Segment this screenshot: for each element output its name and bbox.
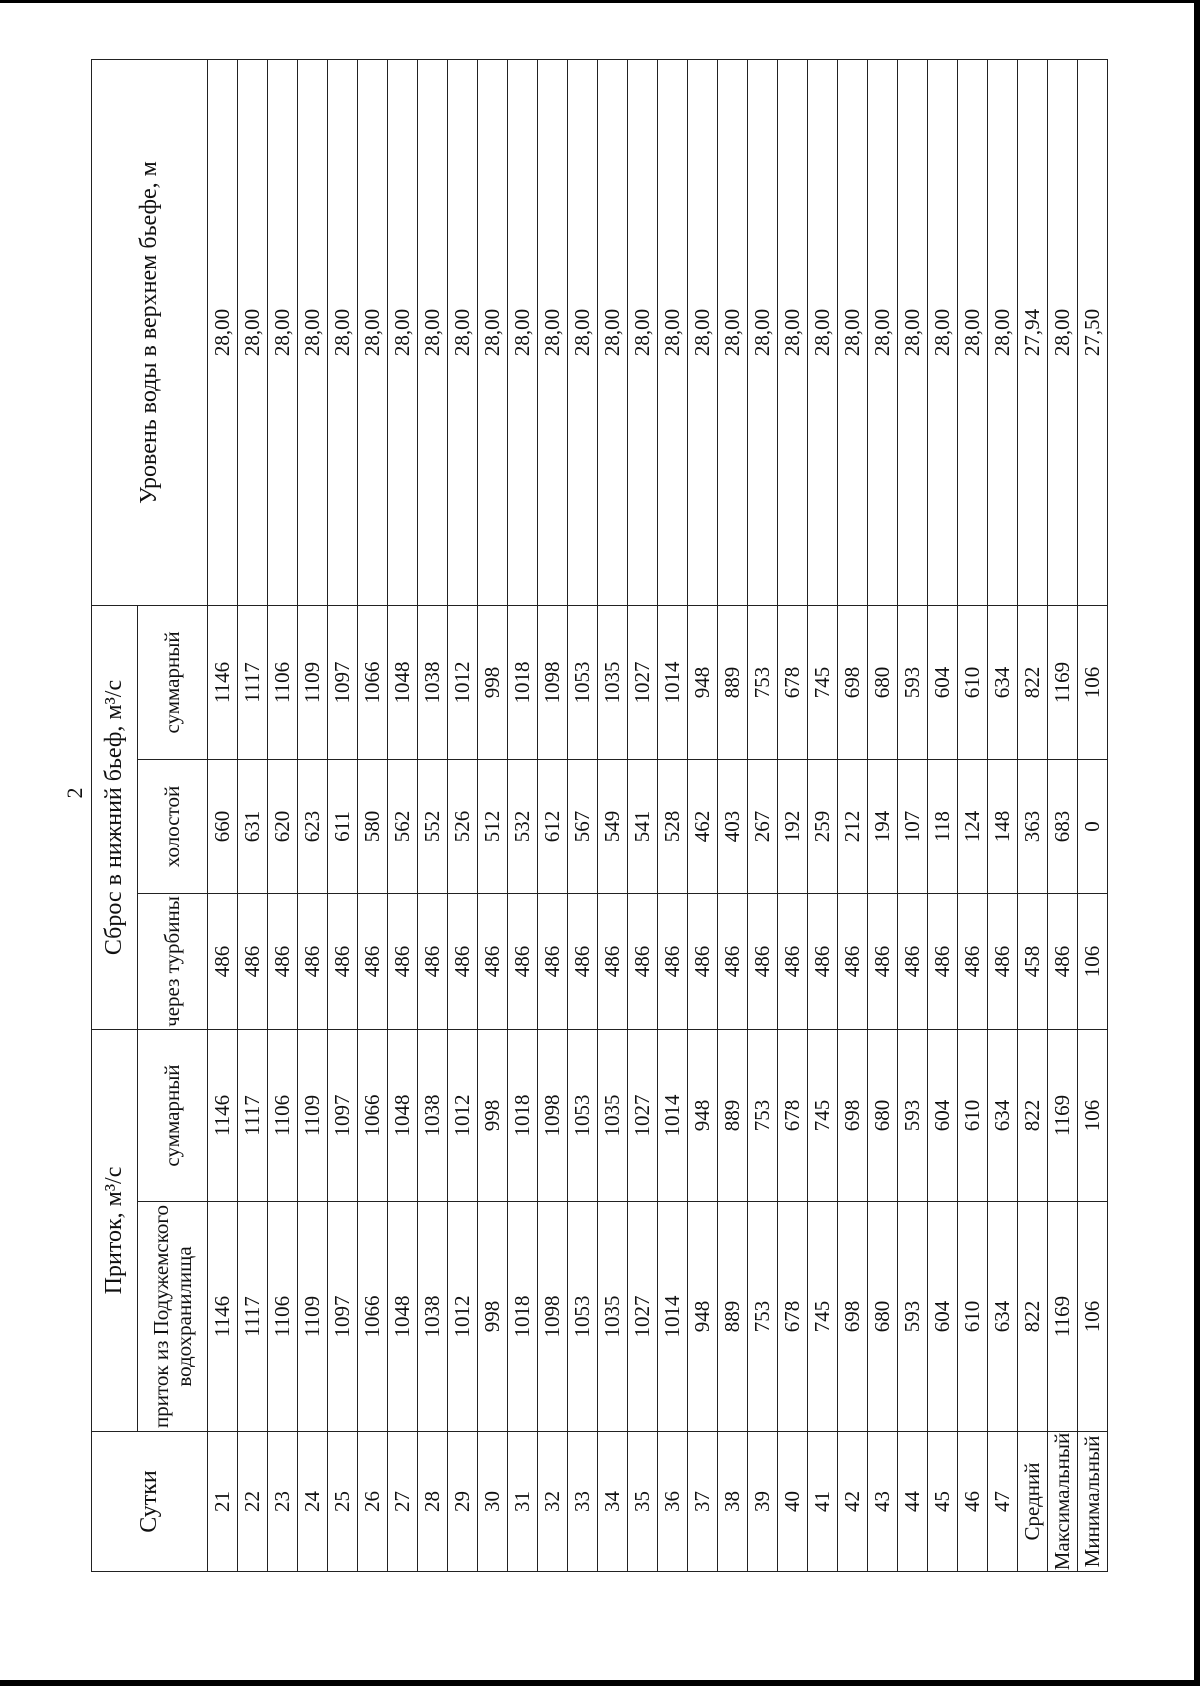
cell-idle: 612: [538, 760, 568, 894]
cell-idle: 363: [1018, 760, 1048, 894]
cell-discharge-total: 745: [808, 605, 838, 759]
cell-inflow-total: 998: [478, 1030, 508, 1202]
cell-turbines: 486: [208, 894, 238, 1030]
cell-inflow-total: 948: [688, 1030, 718, 1202]
cell-discharge-total: 1169: [1048, 605, 1078, 759]
cell-discharge-total: 1117: [238, 605, 268, 759]
cell-inflow-total: 1014: [658, 1030, 688, 1202]
cell-idle: 611: [328, 760, 358, 894]
cell-day: 45: [928, 1432, 958, 1572]
cell-discharge-total: 1053: [568, 605, 598, 759]
cell-discharge-total: 680: [868, 605, 898, 759]
cell-inflow-total: 1146: [208, 1030, 238, 1202]
cell-idle: 512: [478, 760, 508, 894]
cell-turbines: 486: [1048, 894, 1078, 1030]
cell-discharge-total: 604: [928, 605, 958, 759]
scan-edge-bottom: [0, 1680, 1200, 1686]
cell-discharge-total: 678: [778, 605, 808, 759]
cell-inflow: 1117: [238, 1202, 268, 1432]
cell-level: 28,00: [838, 59, 868, 605]
cell-turbines: 458: [1018, 894, 1048, 1030]
cell-day: 26: [358, 1432, 388, 1572]
cell-inflow-total: 889: [718, 1030, 748, 1202]
cell-level: 28,00: [538, 59, 568, 605]
cell-turbines: 486: [988, 894, 1018, 1030]
cell-discharge-total: 1048: [388, 605, 418, 759]
cell-discharge-total: 753: [748, 605, 778, 759]
cell-level: 28,00: [778, 59, 808, 605]
cell-level: 28,00: [868, 59, 898, 605]
table-row: [358, 59, 388, 1571]
cell-inflow-total: 745: [808, 1030, 838, 1202]
cell-idle: 623: [298, 760, 328, 894]
cell-inflow-total: 822: [1018, 1030, 1048, 1202]
cell-discharge-total: 1012: [448, 605, 478, 759]
cell-level: 28,00: [508, 59, 538, 605]
cell-discharge-total: 698: [838, 605, 868, 759]
cell-day: Минимальный: [1078, 1432, 1108, 1572]
table-row: [1078, 59, 1108, 1571]
cell-turbines: 486: [688, 894, 718, 1030]
cell-inflow: 1048: [388, 1202, 418, 1432]
cell-idle: 148: [988, 760, 1018, 894]
header-inflow-total: суммарный: [138, 1030, 208, 1202]
cell-level: 28,00: [928, 59, 958, 605]
cell-inflow-total: 604: [928, 1030, 958, 1202]
cell-level: 28,00: [688, 59, 718, 605]
cell-discharge-total: 634: [988, 605, 1018, 759]
cell-level: 28,00: [628, 59, 658, 605]
cell-inflow: 1018: [508, 1202, 538, 1432]
table-row: [838, 59, 868, 1571]
cell-turbines: 486: [478, 894, 508, 1030]
cell-inflow: 1169: [1048, 1202, 1078, 1432]
cell-turbines: 486: [838, 894, 868, 1030]
cell-inflow-total: 753: [748, 1030, 778, 1202]
cell-level: 28,00: [238, 59, 268, 605]
cell-discharge-total: 998: [478, 605, 508, 759]
table-row: [208, 59, 238, 1571]
rotated-table-wrapper: [91, 60, 1105, 1572]
flow-table: [91, 59, 1108, 1572]
table-row: [628, 59, 658, 1571]
table-row: [748, 59, 778, 1571]
cell-inflow: 1038: [418, 1202, 448, 1432]
cell-inflow-total: 1098: [538, 1030, 568, 1202]
cell-idle: 403: [718, 760, 748, 894]
table-row: [868, 59, 898, 1571]
cell-inflow: 1035: [598, 1202, 628, 1432]
cell-turbines: 486: [568, 894, 598, 1030]
table-row: [328, 59, 358, 1571]
cell-inflow-total: 1169: [1048, 1030, 1078, 1202]
cell-day: 30: [478, 1432, 508, 1572]
cell-inflow: 1014: [658, 1202, 688, 1432]
scan-edge-right: [1194, 0, 1200, 1686]
cell-inflow-total: 678: [778, 1030, 808, 1202]
cell-turbines: 486: [928, 894, 958, 1030]
cell-idle: 526: [448, 760, 478, 894]
table-row: [988, 59, 1018, 1571]
header-idle: холостой: [138, 760, 208, 894]
cell-inflow-total: 1117: [238, 1030, 268, 1202]
cell-idle: 118: [928, 760, 958, 894]
cell-inflow-total: 1109: [298, 1030, 328, 1202]
cell-inflow-total: 1035: [598, 1030, 628, 1202]
cell-level: 28,00: [418, 59, 448, 605]
cell-inflow: 1106: [268, 1202, 298, 1432]
cell-level: 28,00: [388, 59, 418, 605]
cell-inflow: 998: [478, 1202, 508, 1432]
cell-turbines: 486: [958, 894, 988, 1030]
cell-idle: 549: [598, 760, 628, 894]
cell-day: 35: [628, 1432, 658, 1572]
cell-level: 28,00: [598, 59, 628, 605]
cell-discharge-total: 889: [718, 605, 748, 759]
cell-inflow: 106: [1078, 1202, 1108, 1432]
cell-day: 47: [988, 1432, 1018, 1572]
cell-discharge-total: 822: [1018, 605, 1048, 759]
cell-day: 27: [388, 1432, 418, 1572]
cell-discharge-total: 1027: [628, 605, 658, 759]
cell-level: 28,00: [718, 59, 748, 605]
cell-turbines: 486: [388, 894, 418, 1030]
cell-turbines: 486: [718, 894, 748, 1030]
cell-level: 28,00: [808, 59, 838, 605]
cell-idle: 631: [238, 760, 268, 894]
cell-day: 44: [898, 1432, 928, 1572]
cell-inflow: 1097: [328, 1202, 358, 1432]
cell-turbines: 486: [508, 894, 538, 1030]
cell-level: 28,00: [1048, 59, 1078, 605]
cell-idle: 683: [1048, 760, 1078, 894]
header-discharge-group: Сброс в нижний бьеф, м³/с: [92, 605, 138, 1029]
header-discharge-total: суммарный: [138, 605, 208, 759]
cell-day: Средний: [1018, 1432, 1048, 1572]
cell-day: 21: [208, 1432, 238, 1572]
cell-turbines: 486: [868, 894, 898, 1030]
cell-discharge-total: 1146: [208, 605, 238, 759]
cell-inflow: 1066: [358, 1202, 388, 1432]
table-row: [1048, 59, 1078, 1571]
table-row: [538, 59, 568, 1571]
cell-idle: 528: [658, 760, 688, 894]
cell-discharge-total: 1106: [268, 605, 298, 759]
cell-idle: 580: [358, 760, 388, 894]
table-row: [958, 59, 988, 1571]
table-row: [598, 59, 628, 1571]
cell-level: 28,00: [958, 59, 988, 605]
cell-discharge-total: 593: [898, 605, 928, 759]
cell-idle: 552: [418, 760, 448, 894]
cell-inflow: 948: [688, 1202, 718, 1432]
cell-day: 33: [568, 1432, 598, 1572]
cell-day: 22: [238, 1432, 268, 1572]
cell-day: 25: [328, 1432, 358, 1572]
cell-inflow: 680: [868, 1202, 898, 1432]
cell-inflow: 822: [1018, 1202, 1048, 1432]
cell-day: 43: [868, 1432, 898, 1572]
cell-idle: 562: [388, 760, 418, 894]
cell-turbines: 486: [268, 894, 298, 1030]
cell-day: 37: [688, 1432, 718, 1572]
cell-day: Максимальный: [1048, 1432, 1078, 1572]
table-row: [658, 59, 688, 1571]
cell-level: 28,00: [208, 59, 238, 605]
cell-idle: 192: [778, 760, 808, 894]
cell-idle: 259: [808, 760, 838, 894]
cell-inflow: 1146: [208, 1202, 238, 1432]
cell-inflow: 1109: [298, 1202, 328, 1432]
cell-turbines: 486: [808, 894, 838, 1030]
cell-discharge-total: 1097: [328, 605, 358, 759]
cell-day: 38: [718, 1432, 748, 1572]
page-number: 2: [62, 787, 87, 799]
table-body: [208, 59, 1108, 1571]
table-row: [688, 59, 718, 1571]
cell-idle: 124: [958, 760, 988, 894]
table-row: [268, 59, 298, 1571]
cell-level: 28,00: [988, 59, 1018, 605]
cell-inflow: 745: [808, 1202, 838, 1432]
cell-inflow: 1098: [538, 1202, 568, 1432]
cell-discharge-total: 948: [688, 605, 718, 759]
table-row: [298, 59, 328, 1571]
cell-turbines: 486: [238, 894, 268, 1030]
cell-level: 28,00: [658, 59, 688, 605]
cell-inflow: 678: [778, 1202, 808, 1432]
cell-idle: 532: [508, 760, 538, 894]
cell-turbines: 106: [1078, 894, 1108, 1030]
cell-turbines: 486: [328, 894, 358, 1030]
cell-inflow: 1053: [568, 1202, 598, 1432]
table-row: [808, 59, 838, 1571]
table-row: [778, 59, 808, 1571]
cell-inflow-total: 680: [868, 1030, 898, 1202]
header-inflow-podu: приток из Подужемского водохранилища: [138, 1202, 208, 1432]
cell-inflow: 889: [718, 1202, 748, 1432]
cell-idle: 0: [1078, 760, 1108, 894]
cell-idle: 567: [568, 760, 598, 894]
cell-level: 28,00: [898, 59, 928, 605]
table-row: [388, 59, 418, 1571]
cell-level: 28,00: [328, 59, 358, 605]
cell-day: 23: [268, 1432, 298, 1572]
cell-day: 46: [958, 1432, 988, 1572]
cell-turbines: 486: [598, 894, 628, 1030]
cell-level: 28,00: [748, 59, 778, 605]
scan-edge-top: [0, 0, 1200, 3]
cell-day: 41: [808, 1432, 838, 1572]
table-row: [1018, 59, 1048, 1571]
cell-turbines: 486: [748, 894, 778, 1030]
cell-inflow-total: 593: [898, 1030, 928, 1202]
cell-discharge-total: 1066: [358, 605, 388, 759]
table-row: [238, 59, 268, 1571]
cell-turbines: 486: [898, 894, 928, 1030]
cell-inflow-total: 1048: [388, 1030, 418, 1202]
table-row: [418, 59, 448, 1571]
cell-inflow-total: 1038: [418, 1030, 448, 1202]
cell-level: 28,00: [568, 59, 598, 605]
cell-day: 36: [658, 1432, 688, 1572]
cell-day: 42: [838, 1432, 868, 1572]
cell-idle: 194: [868, 760, 898, 894]
cell-day: 29: [448, 1432, 478, 1572]
cell-inflow: 634: [988, 1202, 1018, 1432]
cell-turbines: 486: [418, 894, 448, 1030]
header-turbines: через турбины: [138, 894, 208, 1030]
cell-inflow: 698: [838, 1202, 868, 1432]
cell-level: 28,00: [298, 59, 328, 605]
cell-turbines: 486: [778, 894, 808, 1030]
cell-turbines: 486: [448, 894, 478, 1030]
cell-discharge-total: 1098: [538, 605, 568, 759]
cell-idle: 107: [898, 760, 928, 894]
cell-inflow: 1012: [448, 1202, 478, 1432]
cell-inflow-total: 1027: [628, 1030, 658, 1202]
cell-turbines: 486: [658, 894, 688, 1030]
cell-level: 27,50: [1078, 59, 1108, 605]
cell-inflow: 753: [748, 1202, 778, 1432]
cell-day: 28: [418, 1432, 448, 1572]
cell-level: 28,00: [448, 59, 478, 605]
header-level: Уровень воды в верхнем бьефе, м: [92, 59, 208, 605]
cell-day: 39: [748, 1432, 778, 1572]
header-day: Сутки: [92, 1432, 208, 1572]
cell-day: 24: [298, 1432, 328, 1572]
cell-discharge-total: 1038: [418, 605, 448, 759]
table-row: [508, 59, 538, 1571]
cell-inflow-total: 610: [958, 1030, 988, 1202]
cell-inflow: 610: [958, 1202, 988, 1432]
cell-inflow-total: 1106: [268, 1030, 298, 1202]
cell-inflow-total: 106: [1078, 1030, 1108, 1202]
cell-inflow: 1027: [628, 1202, 658, 1432]
cell-turbines: 486: [538, 894, 568, 1030]
cell-inflow-total: 1053: [568, 1030, 598, 1202]
cell-level: 28,00: [268, 59, 298, 605]
cell-discharge-total: 610: [958, 605, 988, 759]
cell-inflow-total: 1066: [358, 1030, 388, 1202]
table-row: [928, 59, 958, 1571]
cell-turbines: 486: [628, 894, 658, 1030]
cell-day: 32: [538, 1432, 568, 1572]
cell-discharge-total: 106: [1078, 605, 1108, 759]
cell-inflow-total: 698: [838, 1030, 868, 1202]
cell-turbines: 486: [298, 894, 328, 1030]
cell-idle: 541: [628, 760, 658, 894]
cell-idle: 462: [688, 760, 718, 894]
table-row: [478, 59, 508, 1571]
cell-day: 31: [508, 1432, 538, 1572]
cell-inflow-total: 1097: [328, 1030, 358, 1202]
cell-discharge-total: 1109: [298, 605, 328, 759]
cell-inflow: 604: [928, 1202, 958, 1432]
cell-idle: 660: [208, 760, 238, 894]
cell-turbines: 486: [358, 894, 388, 1030]
cell-day: 34: [598, 1432, 628, 1572]
cell-inflow-total: 1012: [448, 1030, 478, 1202]
cell-idle: 267: [748, 760, 778, 894]
cell-discharge-total: 1018: [508, 605, 538, 759]
cell-idle: 212: [838, 760, 868, 894]
cell-inflow-total: 1018: [508, 1030, 538, 1202]
table-row: [898, 59, 928, 1571]
cell-discharge-total: 1035: [598, 605, 628, 759]
cell-day: 40: [778, 1432, 808, 1572]
cell-inflow: 593: [898, 1202, 928, 1432]
table-row: [568, 59, 598, 1571]
cell-level: 28,00: [478, 59, 508, 605]
cell-inflow-total: 634: [988, 1030, 1018, 1202]
cell-discharge-total: 1014: [658, 605, 688, 759]
header-inflow-group: Приток, м³/с: [92, 1030, 138, 1432]
table-row: [448, 59, 478, 1571]
table-row: [718, 59, 748, 1571]
cell-level: 27,94: [1018, 59, 1048, 605]
cell-idle: 620: [268, 760, 298, 894]
cell-level: 28,00: [358, 59, 388, 605]
